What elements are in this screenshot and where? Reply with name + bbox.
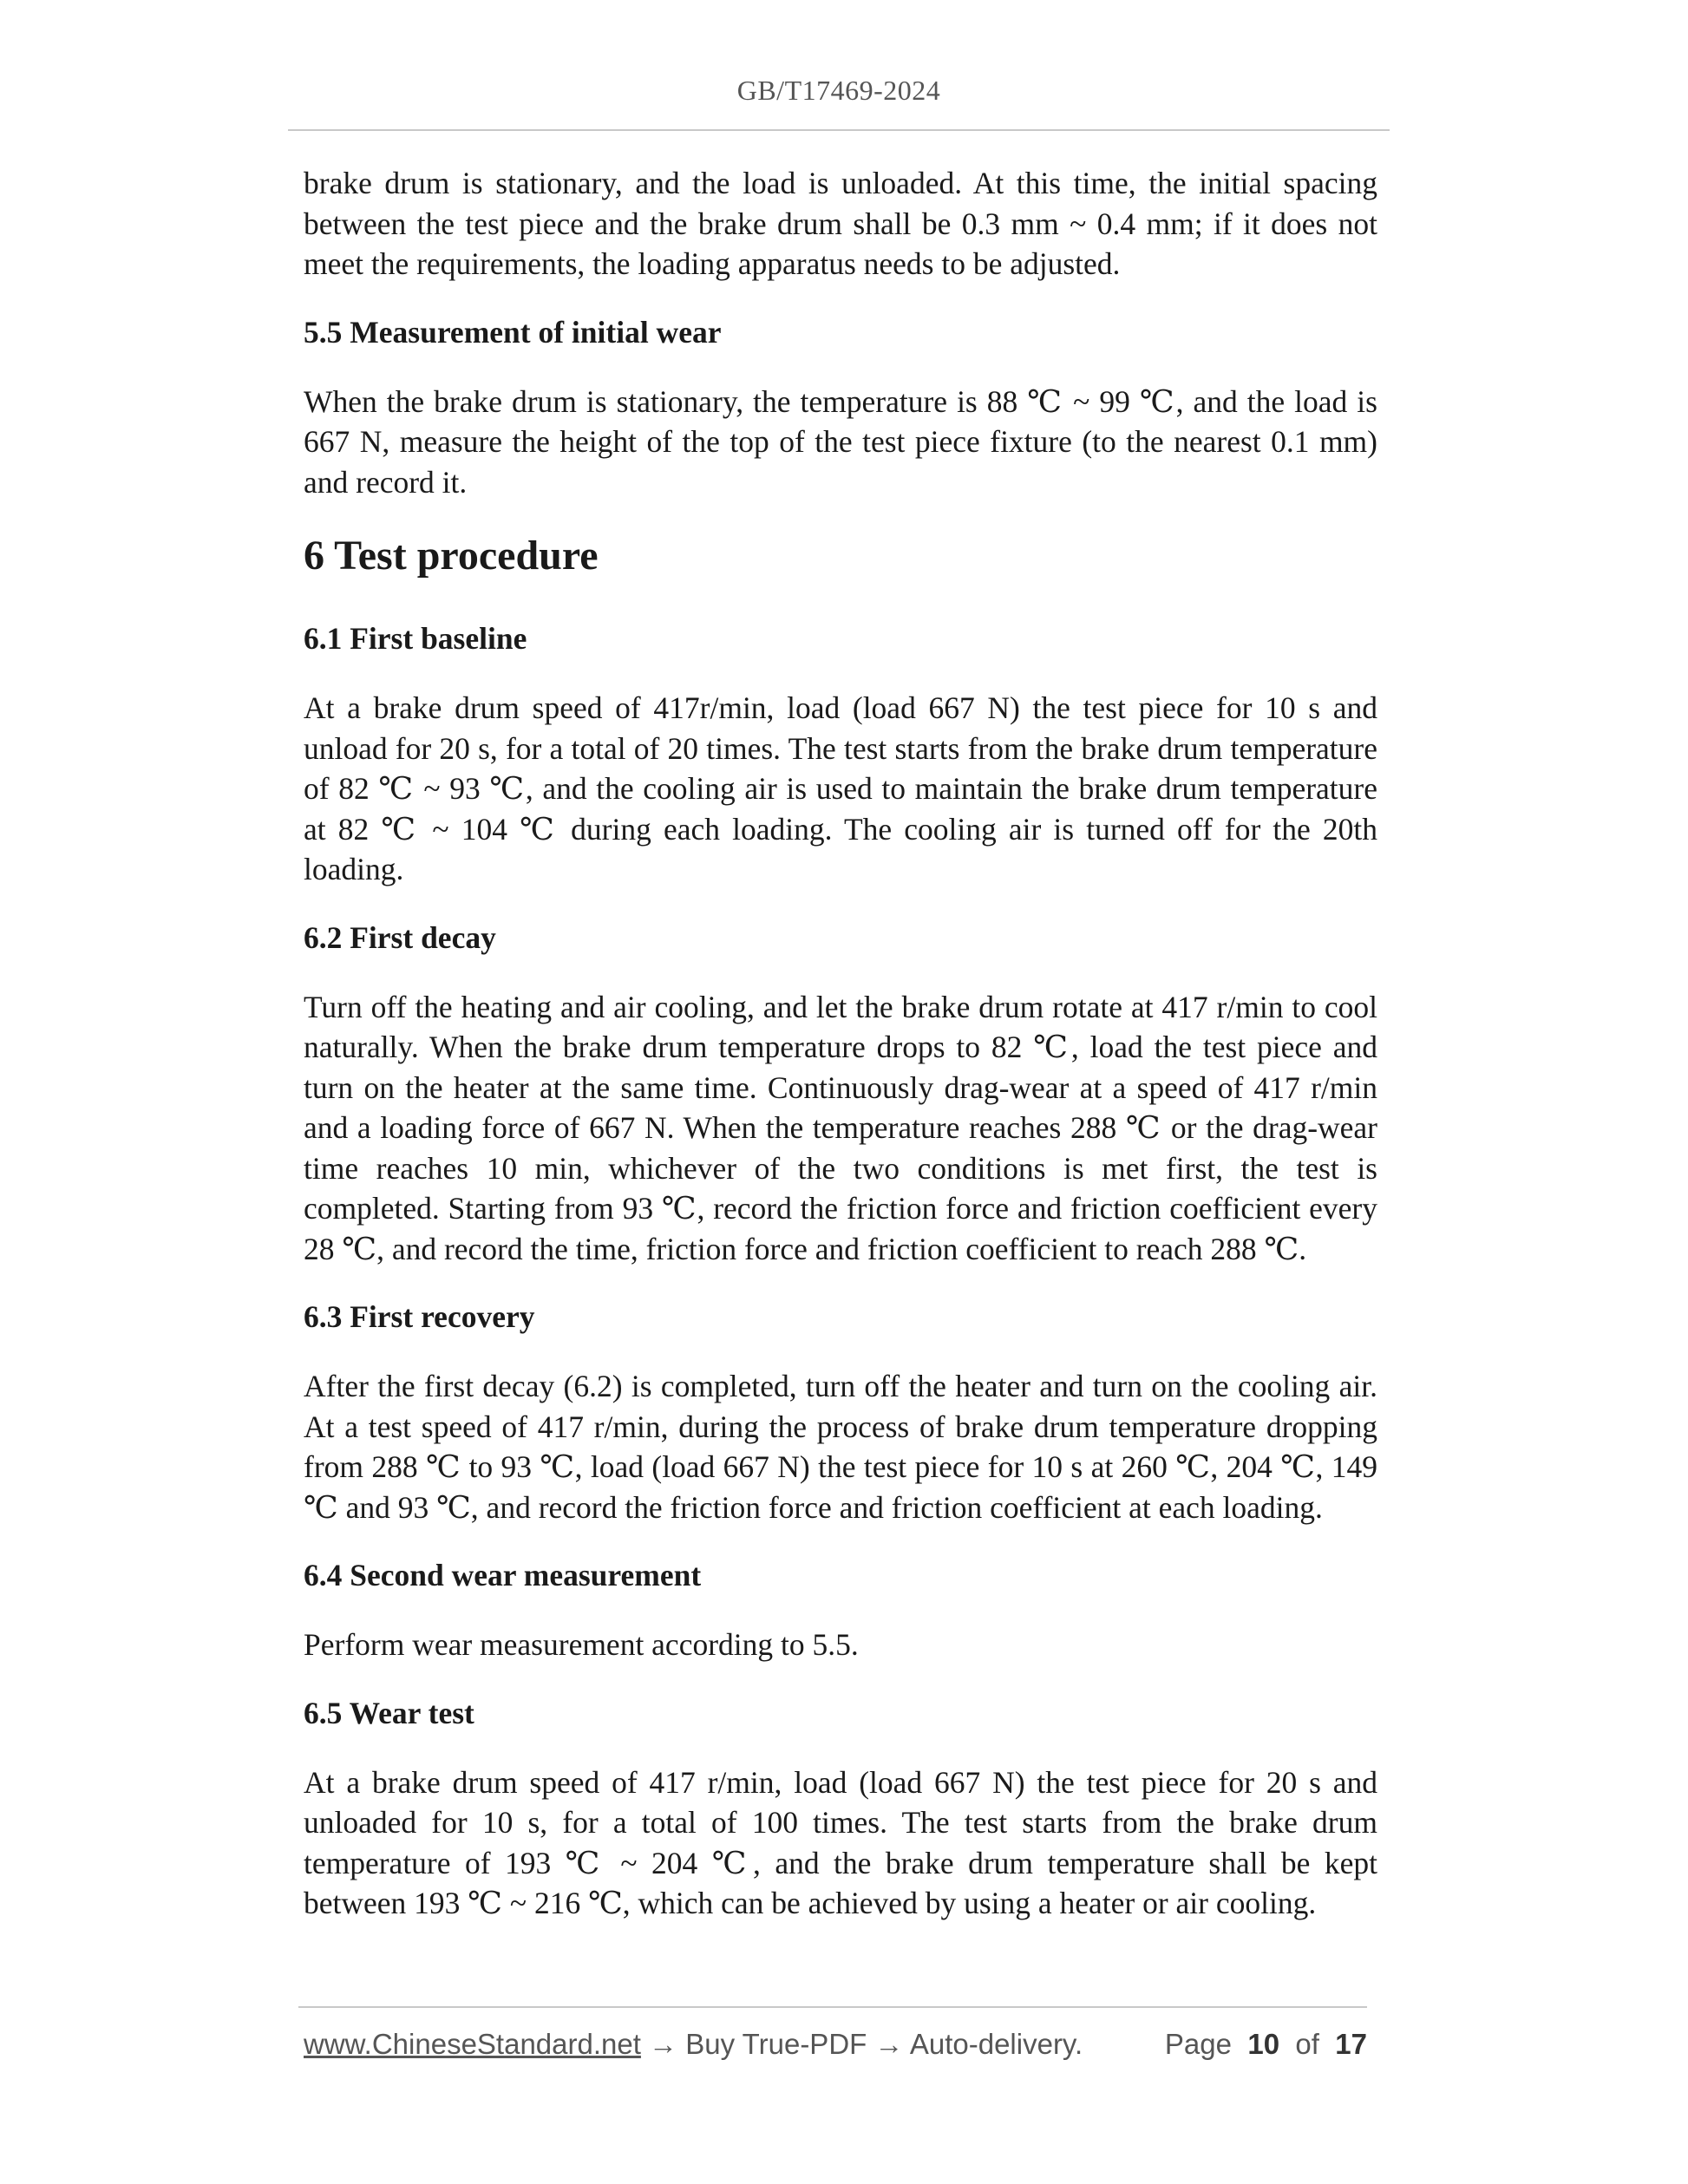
intro-paragraph: brake drum is stationary, and the load is unloaded. At this time, the initial spacing between the test piece and the brake drum shall be 0.3 mm ~ 0.4 mm; if it does not meet the requirements, the loading apparatus needs to be adjusted. — [304, 166, 1377, 281]
section-6-2-text: Turn off the heating and air cooling, and let the brake drum rotate at 417 r/min to cool naturally. When the brake drum temperature drops to 82 ℃, load the test piece and turn on the heater at the same time. Continuously drag-wear at a speed of 417 r/min and a loading force of 667 N. When the temperature reaches 288 ℃ or the drag-wear time reaches 10 min, whichever of the two conditions is met first, the test is completed. Starting from 93 ℃, record the friction force and friction coefficient every 28 ℃, and record the time, friction force and friction coefficient to reach 288 ℃. — [304, 989, 1377, 1266]
arrow-right-icon: → — [874, 2028, 904, 2060]
page-label: Page — [1164, 2028, 1232, 2060]
page-content — [304, 163, 1377, 1952]
section-6-3-text: After the first decay (6.2) is completed, turn off the heater and turn on the cooling air. At a test speed of 417 r/min, during the process of brake drum temperature dropping from 288 ℃ to 93 ℃, load (load 667 N) the test piece for 10 s at 260 ℃, 204 ℃, 149 ℃ and 93 ℃, and record the friction force and friction coefficient at each loading. — [304, 1369, 1377, 1525]
page-counter — [1165, 2028, 1367, 2061]
of-label: of — [1295, 2028, 1319, 2060]
section-5-5-text: When the brake drum is stationary, the temperature is 88 ℃ ~ 99 ℃, and the load is 667 N, measure the height of the top of the test piece fixture (to the nearest 0.1 mm) and record it. — [304, 383, 1377, 500]
section-6-2-heading: 6.2 First decay — [304, 919, 496, 955]
section-6-3-heading: 6.3 First recovery — [304, 1299, 535, 1334]
section-6-5-heading: 6.5 Wear test — [304, 1695, 474, 1730]
buy-true-pdf-text: Buy True-PDF — [685, 2028, 867, 2060]
section-5-5-heading: 5.5 Measurement of initial wear — [304, 314, 722, 350]
auto-delivery-text: Auto-delivery. — [909, 2028, 1083, 2060]
clause-6-heading: 6 Test procedure — [304, 533, 599, 579]
section-6-4-text: Perform wear measurement according to 5.5. — [304, 1627, 859, 1662]
page-footer — [304, 2028, 1367, 2071]
chinesestandard-link[interactable]: www.ChineseStandard.net — [304, 2028, 641, 2060]
header-divider — [288, 129, 1390, 131]
section-6-1-text: At a brake drum speed of 417r/min, load (load 667 N) the test piece for 10 s and unload for 20 s, for a total of 20 times. The test starts from the brake drum temperature of 82 ℃ ~ 93 ℃, and the cooling air is used to maintain the brake drum temperature at 82 ℃ ~ 104 ℃ during each loading. The cooling air is turned off for the 20th loading. — [304, 690, 1377, 886]
section-6-4-heading: 6.4 Second wear measurement — [304, 1558, 702, 1592]
document-header-code: GB/T17469-2024 — [736, 75, 941, 106]
arrow-right-icon: → — [649, 2028, 678, 2060]
footer-promo — [304, 2028, 1083, 2061]
footer-divider — [298, 2006, 1367, 2008]
section-6-1-heading: 6.1 First baseline — [304, 621, 527, 656]
section-6-5-text: At a brake drum speed of 417 r/min, load (load 667 N) the test piece for 20 s and unloaded for 10 s, for a total of 100 times. The test starts from the brake drum temperature of 193 ℃ ~ 204 ℃, and the brake drum temperature shall be kept between 193 ℃ ~ 216 ℃, which can be achieved by using a heater or air cooling. — [304, 1764, 1377, 1920]
total-pages-number: 17 — [1335, 2028, 1367, 2060]
current-page-number: 10 — [1247, 2028, 1280, 2060]
